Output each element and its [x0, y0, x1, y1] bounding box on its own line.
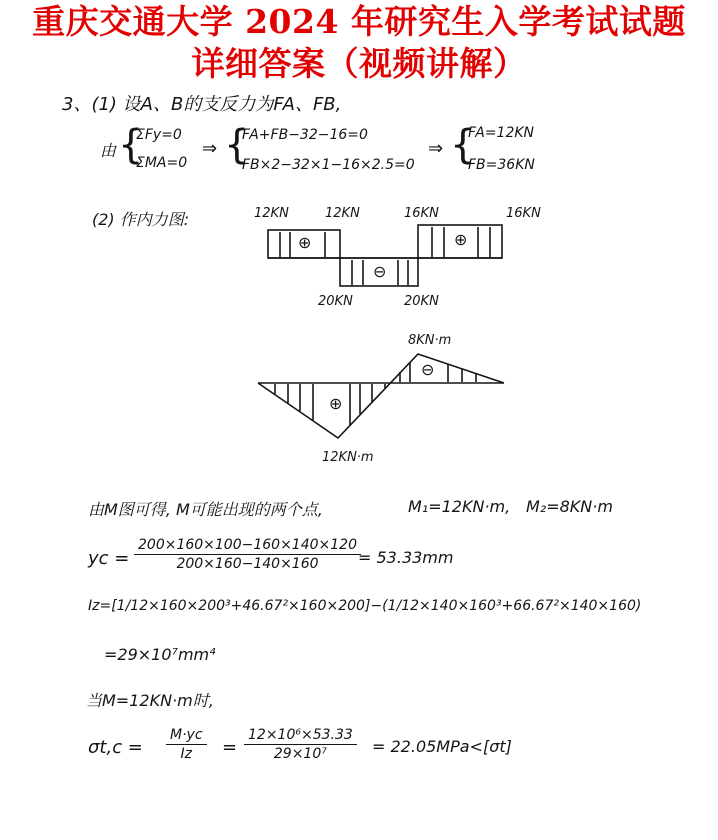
- yc-numerator: 200×160×100−160×140×120: [134, 537, 361, 555]
- exam-title: 重庆交通大学 2024 年研究生入学考试试题: [32, 2, 686, 41]
- sigma-f2-denominator: 29×10⁷: [273, 746, 327, 762]
- moment-label-top: 8KN·m: [408, 333, 452, 348]
- sigma-fraction-2: [244, 727, 357, 762]
- intro-line: 3、(1) 设A、B的支反力为FA、FB,: [62, 94, 342, 115]
- sigma-fraction-1: [166, 727, 207, 762]
- m2-value: M₂=8KN·m: [526, 497, 613, 516]
- diagram-title: (2) 作内力图:: [92, 210, 190, 229]
- result-fa: FA=12KN: [468, 125, 535, 141]
- conclusion-line: 由M图可得, M可能出现的两个点,: [88, 500, 323, 519]
- arrow-2: ⇒: [428, 138, 444, 159]
- iz-result: =29×10⁷mm⁴: [104, 645, 216, 664]
- yc-fraction: [134, 537, 361, 572]
- equation-2: FB×2−32×1−16×2.5=0: [242, 157, 415, 173]
- eq-cond-1: ΣFy=0: [136, 127, 182, 143]
- moment-sign-2: ⊖: [421, 360, 435, 379]
- result-fb: FB=36KN: [468, 157, 535, 173]
- shear-label-4: 16KN: [506, 206, 541, 221]
- m1-value: M₁=12KN·m,: [408, 497, 511, 516]
- iz-expression: Iz=[1/12×160×200³+46.67²×160×200]−(1/12×140×160³+66.67²×140×160): [88, 598, 642, 614]
- shear-label-3: 16KN: [404, 206, 439, 221]
- shear-sign-1: ⊕: [298, 233, 312, 252]
- brace-right: {: [450, 122, 476, 168]
- sigma-f2-numerator: 12×10⁶×53.33: [244, 727, 357, 745]
- shear-label-1: 12KN: [254, 206, 289, 221]
- shear-label-6: 20KN: [404, 294, 439, 309]
- moment-label-bottom: 12KN·m: [322, 450, 374, 465]
- moment-sign-1: ⊕: [329, 394, 343, 413]
- exam-subtitle: 详细答案（视频讲解）: [191, 44, 527, 83]
- sigma-f1-numerator: M·yc: [166, 727, 207, 745]
- yc-label: yc =: [88, 548, 130, 569]
- yc-denominator: 200×160−140×160: [176, 556, 319, 572]
- shear-sign-2: ⊖: [373, 262, 387, 281]
- arrow-1: ⇒: [202, 138, 218, 159]
- shear-sign-3: ⊕: [454, 230, 468, 249]
- when-line: 当M=12KN·m时,: [86, 691, 214, 710]
- yc-result: = 53.33mm: [358, 548, 454, 567]
- shear-label-5: 20KN: [318, 294, 353, 309]
- moment-diagram: [258, 354, 504, 438]
- eq-prefix: 由: [100, 141, 117, 160]
- sigma-label: σt,c =: [88, 737, 143, 758]
- sigma-equals: =: [222, 737, 238, 758]
- sigma-result: = 22.05MPa<[σt]: [372, 737, 512, 756]
- eq-cond-2: ΣMA=0: [136, 155, 188, 171]
- equation-1: FA+FB−32−16=0: [242, 127, 368, 143]
- brace-mid: {: [224, 122, 250, 168]
- sigma-f1-denominator: Iz: [180, 746, 192, 762]
- shear-label-2: 12KN: [325, 206, 360, 221]
- brace-left: {: [118, 122, 144, 168]
